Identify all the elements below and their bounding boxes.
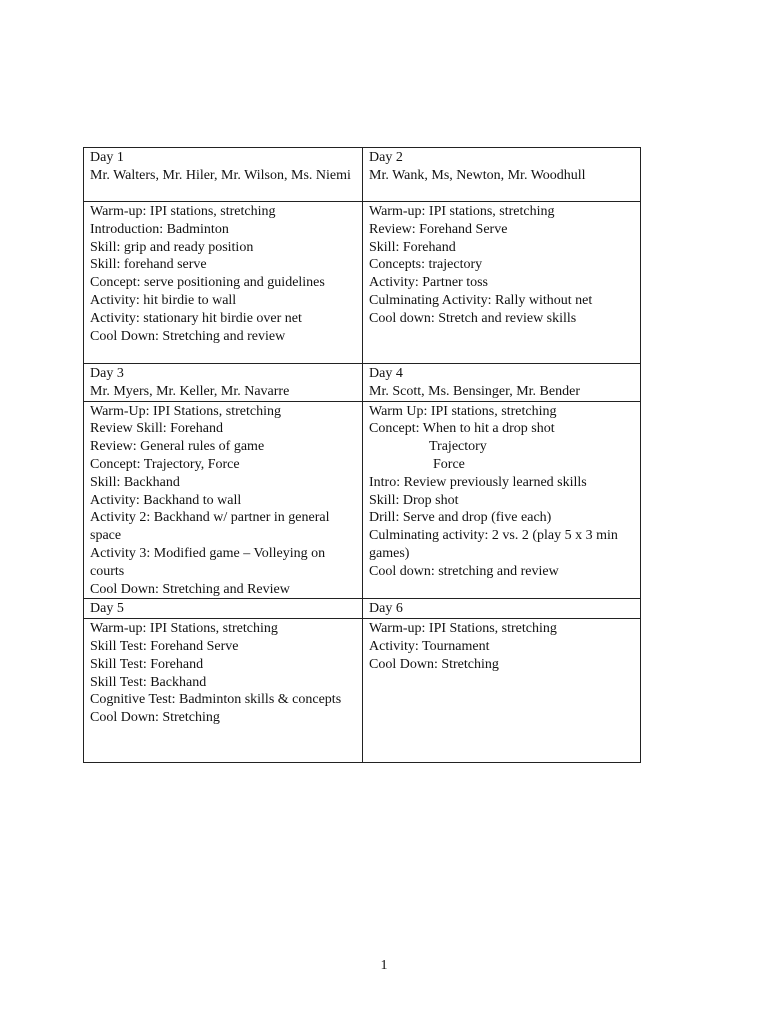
- list-item: Skill Test: Forehand Serve: [90, 638, 239, 654]
- list-item: Culminating Activity: Rally without net: [369, 292, 593, 308]
- list-item: Cool Down: Stretching: [90, 710, 220, 726]
- day2-plan-cell: [363, 202, 641, 364]
- list-item: Skill: Backhand: [90, 474, 180, 490]
- table-row: [84, 364, 641, 402]
- day5-plan-cell: [84, 619, 363, 763]
- day2-header-cell: [363, 148, 641, 202]
- list-item: Concept: When to hit a drop shot: [369, 421, 555, 437]
- list-item: Warm-up: IPI stations, stretching: [90, 204, 276, 219]
- list-item: Skill: forehand serve: [90, 257, 207, 273]
- list-subitem: Force: [433, 456, 465, 472]
- day6-header-cell: [363, 599, 641, 619]
- day2-teachers: Mr. Wank, Ms, Newton, Mr. Woodhull: [369, 167, 586, 183]
- day1-plan-cell: [84, 202, 363, 364]
- day3-header-cell: [84, 364, 363, 402]
- table-row: [84, 599, 641, 619]
- day4-teachers: Mr. Scott, Ms. Bensinger, Mr. Bender: [369, 383, 580, 399]
- list-subitem: Trajectory: [429, 439, 487, 455]
- list-item: Activity 2: Backhand w/ partner in general space: [90, 510, 330, 544]
- day5-title: Day 5: [90, 601, 124, 617]
- day4-plan-cell: [363, 401, 641, 599]
- list-item: Skill: grip and ready position: [90, 239, 254, 255]
- list-item: Review: General rules of game: [90, 439, 265, 455]
- day1-title: Day 1: [90, 150, 124, 165]
- table-row: [84, 202, 641, 364]
- list-item: Activity: Backhand to wall: [90, 492, 242, 508]
- list-item: Activity: stationary hit birdie over net: [90, 310, 302, 326]
- list-item: Concept: serve positioning and guidelines: [90, 275, 325, 291]
- day2-title: Day 2: [369, 150, 403, 165]
- list-item: Warm-up: IPI stations, stretching: [369, 204, 555, 219]
- list-item: Activity: Tournament: [369, 638, 490, 654]
- list-item: Activity: hit birdie to wall: [90, 292, 237, 308]
- list-item: Cool down: Stretch and review skills: [369, 310, 577, 326]
- list-item: Cool Down: Stretching and Review: [90, 581, 290, 597]
- list-item: Skill: Drop shot: [369, 492, 459, 508]
- list-item: Warm-up: IPI Stations, stretching: [369, 621, 557, 637]
- list-item: Warm Up: IPI stations, stretching: [369, 403, 557, 419]
- list-item: Intro: Review previously learned skills: [369, 474, 587, 490]
- page-number: 1: [380, 958, 388, 973]
- list-item: Concept: Trajectory, Force: [90, 456, 240, 472]
- list-item: Cool down: stretching and review: [369, 563, 559, 579]
- table-row: [84, 619, 641, 763]
- list-item: Skill Test: Backhand: [90, 674, 207, 690]
- day5-header-cell: [84, 599, 363, 619]
- day4-header-cell: [363, 364, 641, 402]
- list-item: Review Skill: Forehand: [90, 421, 223, 437]
- list-item: Concepts: trajectory: [369, 257, 483, 273]
- list-item: Culminating activity: 2 vs. 2 (play 5 x 3 min games): [369, 528, 618, 561]
- list-item: Introduction: Badminton: [90, 221, 229, 237]
- list-item: Cool Down: Stretching and review: [90, 328, 286, 344]
- list-item: Cool Down: Stretching: [369, 656, 499, 672]
- table-row: [84, 401, 641, 599]
- list-item: Skill Test: Forehand: [90, 656, 204, 672]
- day3-plan-cell: [84, 401, 363, 599]
- list-item: Activity: Partner toss: [369, 275, 488, 291]
- list-item: Activity 3: Modified game – Volleying on courts: [90, 545, 326, 579]
- list-item: Skill: Forehand: [369, 239, 456, 255]
- day6-title: Day 6: [369, 601, 403, 617]
- day6-plan-cell: [363, 619, 641, 763]
- lesson-schedule-table: [83, 147, 641, 763]
- table-row: [84, 148, 641, 202]
- day3-teachers: Mr. Myers, Mr. Keller, Mr. Navarre: [90, 383, 290, 399]
- list-item: Warm-up: IPI Stations, stretching: [90, 621, 278, 637]
- list-item: Warm-Up: IPI Stations, stretching: [90, 403, 281, 419]
- list-item: Drill: Serve and drop (five each): [369, 510, 552, 526]
- day4-title: Day 4: [369, 366, 403, 381]
- day1-teachers: Mr. Walters, Mr. Hiler, Mr. Wilson, Ms. Niemi: [90, 167, 351, 183]
- list-item: Review: Forehand Serve: [369, 221, 508, 237]
- day3-title: Day 3: [90, 366, 124, 381]
- day1-header-cell: [84, 148, 363, 202]
- list-item: Cognitive Test: Badminton skills & concepts: [90, 692, 342, 708]
